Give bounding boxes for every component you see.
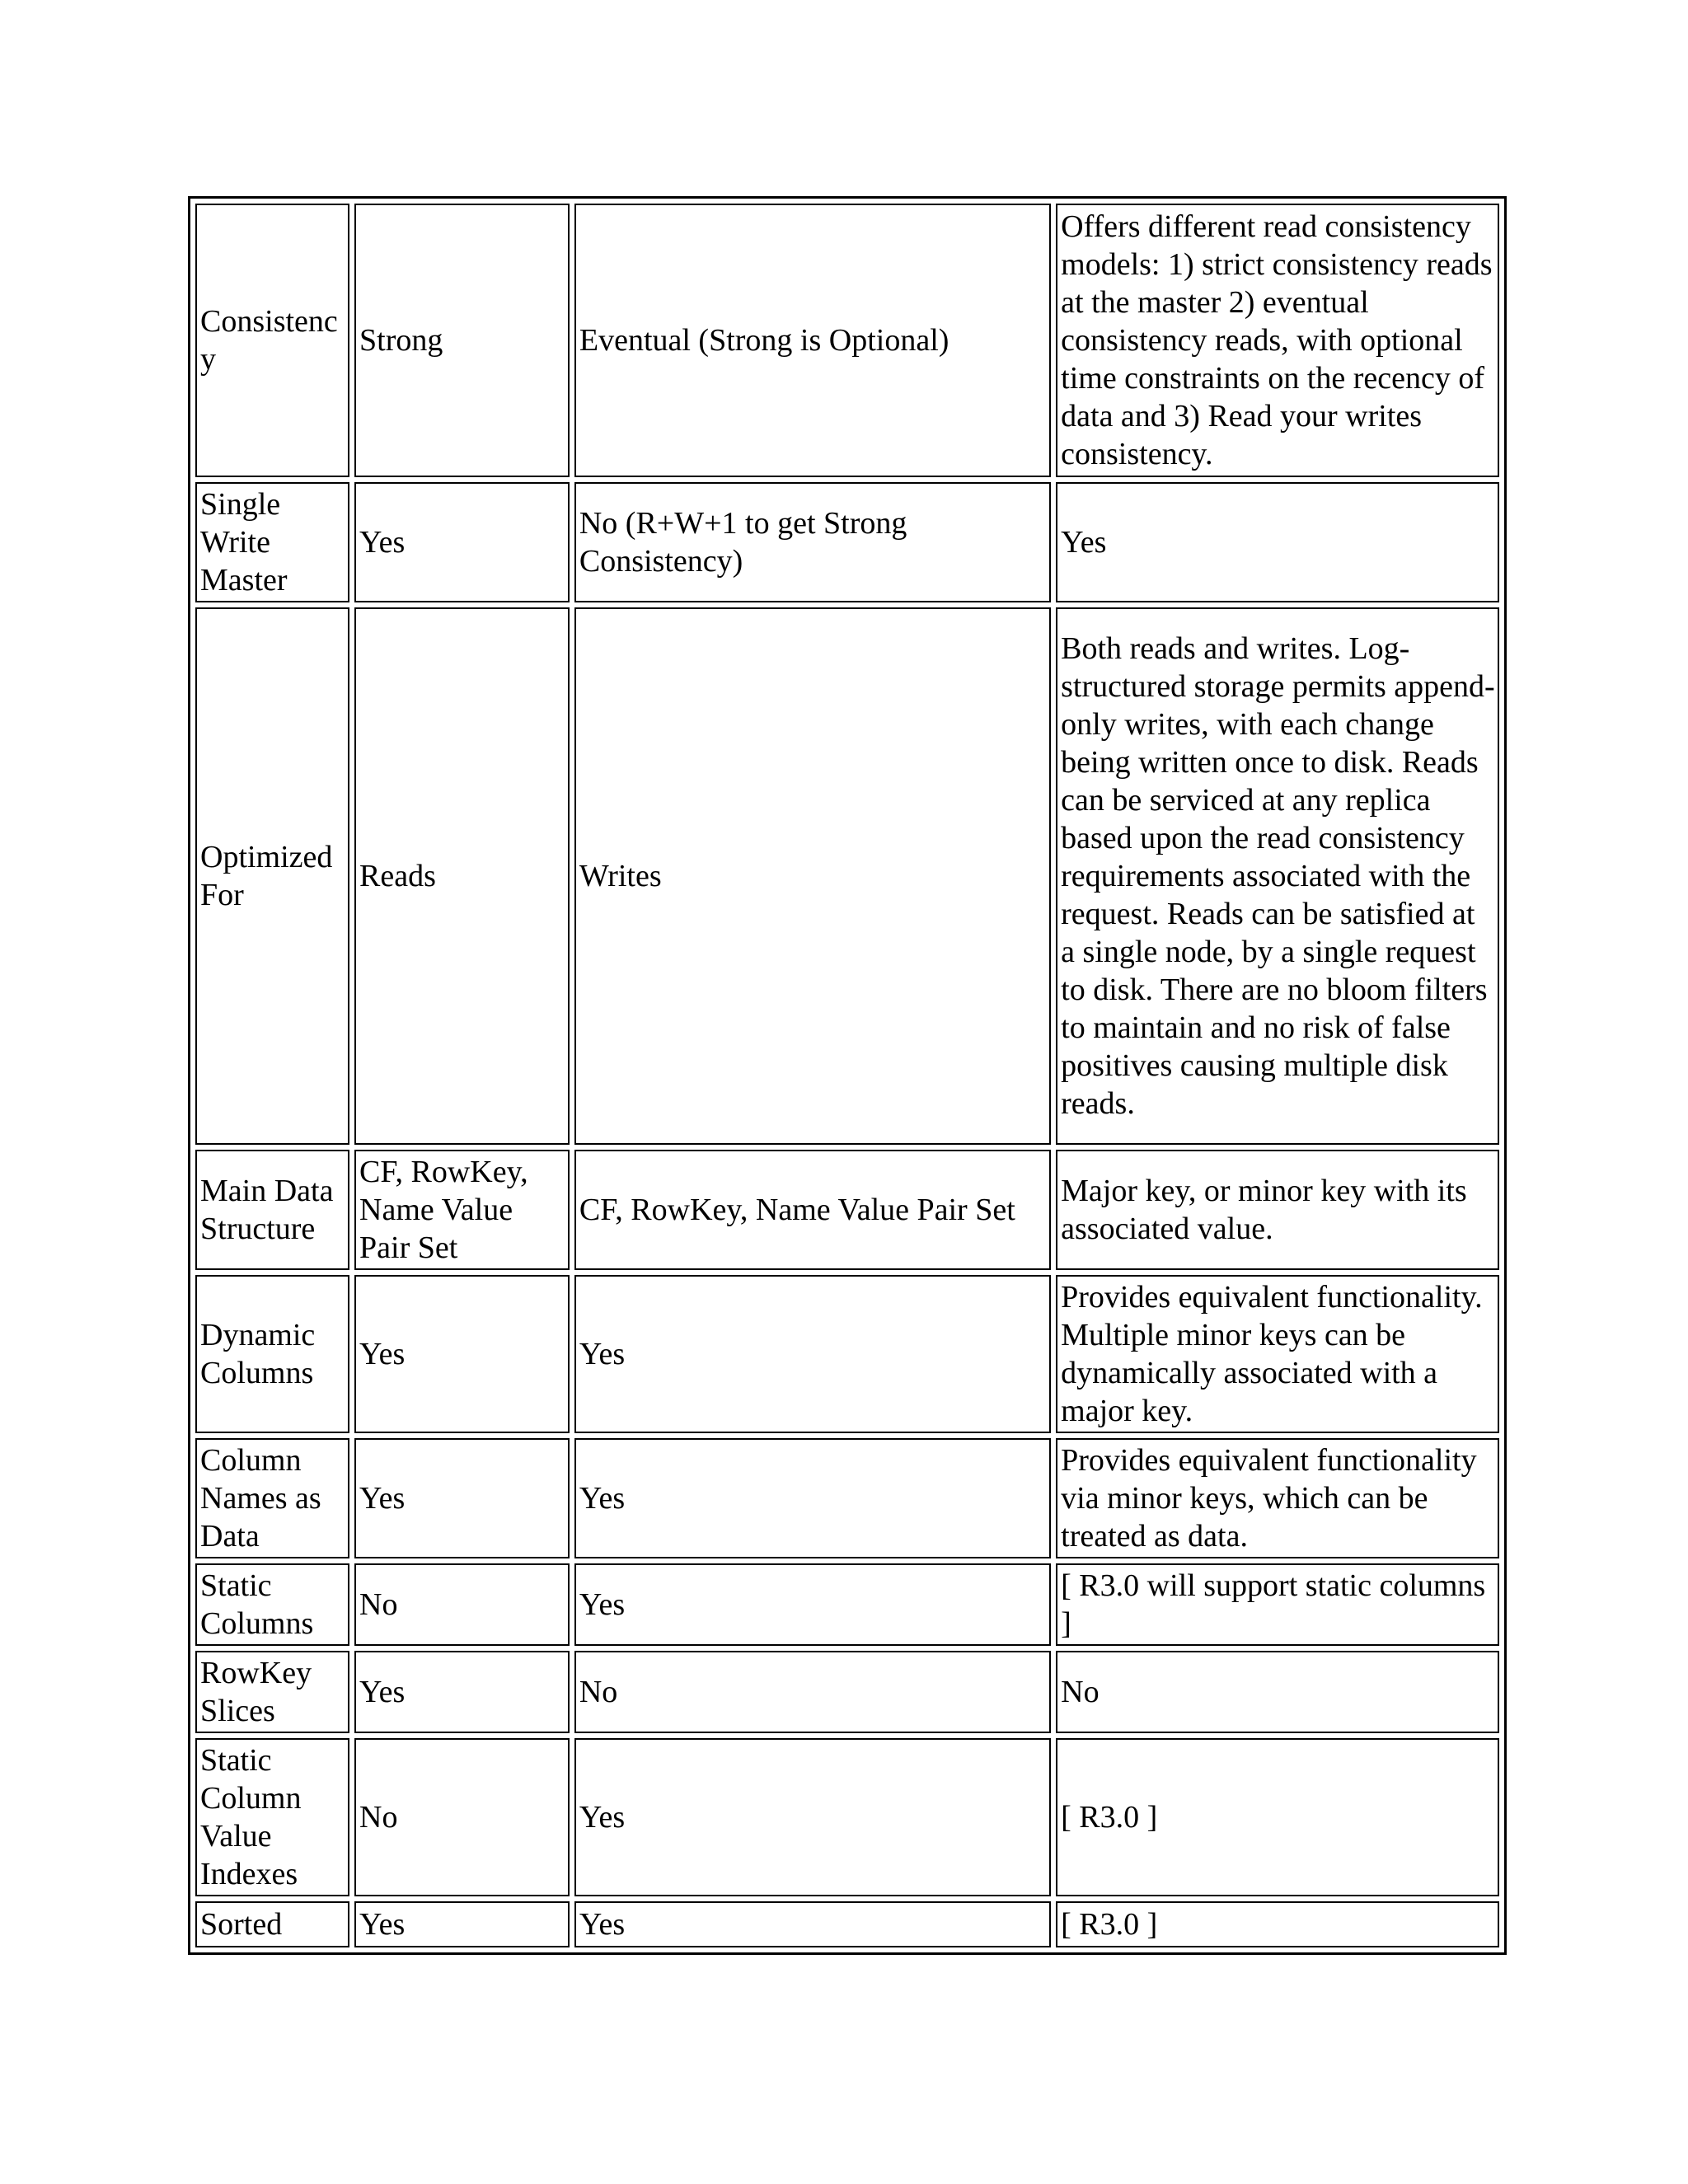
table-cell: Eventual (Strong is Optional) [574,204,1051,477]
table-cell: [ R3.0 will support static columns ] [1056,1563,1499,1646]
table-cell: Yes [354,482,570,602]
table-cell: CF, RowKey, Name Value Pair Set [574,1150,1051,1270]
table-cell: No (R+W+1 to get Strong Consistency) [574,482,1051,602]
comparison-table [188,196,1507,1955]
table-cell: Both reads and writes. Log-structured storage permits append-only writes, with each change being written once to disk. Reads can be serviced at any replica based upon the read consistency requirements associated with the request. Reads can be satisfied at a single node, by a single request to disk. There are no bloom filters to maintain and no risk of false positives causing multiple disk reads. [1056,607,1499,1145]
table-cell: Yes [1056,482,1499,602]
table-cell: No [1056,1651,1499,1733]
table-cell: No [354,1738,570,1896]
table-cell: Provides equivalent functionality via minor keys, which can be treated as data. [1056,1438,1499,1558]
table-cell: Yes [574,1901,1051,1947]
feature-cell: Static Column Value Indexes [195,1738,349,1896]
table-cell: Yes [354,1901,570,1947]
table-cell: Strong [354,204,570,477]
table-cell: Yes [354,1438,570,1558]
table-row [195,482,1499,602]
table-row [195,1563,1499,1646]
table-cell: No [354,1563,570,1646]
table-cell: No [574,1651,1051,1733]
table-cell: Provides equivalent functionality. Multiple minor keys can be dynamically associated with a major key. [1056,1275,1499,1433]
table-row [195,1901,1499,1947]
table-cell: Yes [574,1563,1051,1646]
feature-cell: Dynamic Columns [195,1275,349,1433]
feature-cell: Column Names as Data [195,1438,349,1558]
feature-cell: Single Write Master [195,482,349,602]
table-cell: [ R3.0 ] [1056,1738,1499,1896]
feature-cell: Optimized For [195,607,349,1145]
table-cell: Major key, or minor key with its associated value. [1056,1150,1499,1270]
feature-cell: Sorted [195,1901,349,1947]
table-row [195,1150,1499,1270]
feature-cell: Consistency [195,204,349,477]
table-cell: Yes [354,1651,570,1733]
table-row [195,1275,1499,1433]
table-row [195,607,1499,1145]
feature-cell: RowKey Slices [195,1651,349,1733]
table-cell: Reads [354,607,570,1145]
table-cell: Writes [574,607,1051,1145]
table-row [195,1738,1499,1896]
table-row [195,204,1499,477]
table-cell: Offers different read consistency models: 1) strict consistency reads at the master 2) eventual consistency reads, with optional time constraints on the recency of data and 3) Read your writes consistency. [1056,204,1499,477]
feature-cell: Main Data Structure [195,1150,349,1270]
table-cell: CF, RowKey, Name Value Pair Set [354,1150,570,1270]
table-cell: Yes [574,1275,1051,1433]
table-cell: Yes [354,1275,570,1433]
feature-cell: Static Columns [195,1563,349,1646]
table-cell: [ R3.0 ] [1056,1901,1499,1947]
table-row [195,1438,1499,1558]
table-row [195,1651,1499,1733]
table-cell: Yes [574,1738,1051,1896]
table-cell: Yes [574,1438,1051,1558]
